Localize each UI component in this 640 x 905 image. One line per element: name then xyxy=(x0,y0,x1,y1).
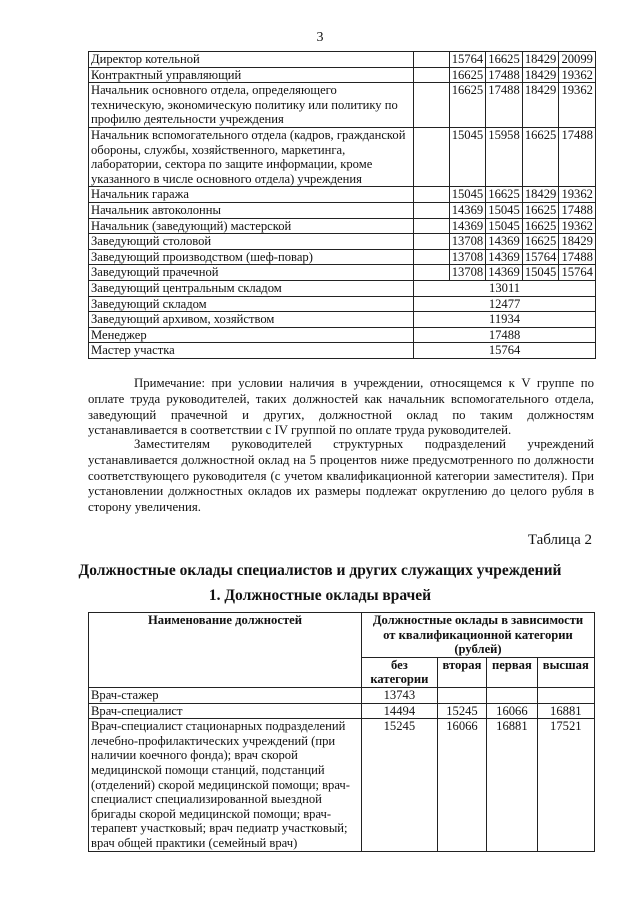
salary-value: 17488 xyxy=(559,249,596,265)
table-label: Таблица 2 xyxy=(527,532,592,548)
table-row xyxy=(89,703,595,719)
position-name: Начальник вспомогательного отдела (кадров, гражданской обороны, службы, хозяйственного, маркетинга, лаборатории, сектора по защите информации, кроме указанного в числе основного отдела) учреждения xyxy=(89,127,414,186)
salary-value: 14494 xyxy=(362,703,438,719)
table-row xyxy=(89,265,596,281)
position-name: Директор котельной xyxy=(89,52,414,68)
doctors-salary-table xyxy=(88,612,595,852)
salary-value: 18429 xyxy=(559,234,596,250)
subsection-heading: 1. Должностные оклады врачей xyxy=(208,587,432,604)
position-name: Начальник автоколонны xyxy=(89,202,414,218)
table-row xyxy=(89,687,595,703)
salary-value: 11934 xyxy=(414,312,596,328)
table-row xyxy=(89,218,596,234)
category-header: первая xyxy=(487,657,537,687)
salary-value: 16625 xyxy=(522,202,559,218)
salary-value: 17488 xyxy=(486,67,523,83)
deputy-paragraph: Заместителям руководителей структурных подразделений учреждений устанавливается должностной оклад на 5 процентов ниже предусмотренного по должности соответствующего руководителя (с учетом квалификационной категории заместителя). При установлении должностных окладов их размеры подлежат округлению до целого рубля в сторону увеличения. xyxy=(88,437,594,515)
salary-value: 19362 xyxy=(559,67,596,83)
salary-value: 16625 xyxy=(522,127,559,186)
salary-value: 13743 xyxy=(362,687,438,703)
salary-value: 15045 xyxy=(486,202,523,218)
salary-value: 15764 xyxy=(522,249,559,265)
salary-value: 15045 xyxy=(522,265,559,281)
header-salary-group: Должностные оклады в зависимости от квалификационной категории (рублей) xyxy=(362,613,595,658)
table-row xyxy=(89,312,596,328)
salary-value: 17488 xyxy=(486,83,523,128)
position-name: Заведующий производством (шеф-повар) xyxy=(89,249,414,265)
salary-value: 15764 xyxy=(449,52,486,68)
salary-value: 19362 xyxy=(559,218,596,234)
empty-cell xyxy=(414,249,450,265)
salary-value: 13708 xyxy=(449,249,486,265)
position-name: Контрактный управляющий xyxy=(89,67,414,83)
salary-value: 12477 xyxy=(414,296,596,312)
position-name: Врач-специалист стационарных подразделений лечебно-профилактических учреждений (при наличии коечного фонда); врач скорой медицинской помощи станций, подстанций (отделений) скорой медицинской помощи; врач-специалист специализированной выездной бригады скорой медицинской помощи; врач-терапевт участковый; врач педиатр участковый; врач общей практики (семейный врач) xyxy=(89,719,362,851)
salary-value: 15245 xyxy=(437,703,486,719)
salary-value: 13011 xyxy=(414,280,596,296)
position-name: Заведующий архивом, хозяйством xyxy=(89,312,414,328)
empty-cell xyxy=(414,52,450,68)
salary-value: 16625 xyxy=(522,218,559,234)
management-salary-table xyxy=(88,51,596,359)
table-row xyxy=(89,83,596,128)
category-header: высшая xyxy=(537,657,594,687)
table-row xyxy=(89,127,596,186)
position-name: Заведующий прачечной xyxy=(89,265,414,281)
salary-value: 17488 xyxy=(559,127,596,186)
salary-value: 13708 xyxy=(449,234,486,250)
salary-value: 20099 xyxy=(559,52,596,68)
salary-value: 16881 xyxy=(537,703,594,719)
empty-cell xyxy=(414,234,450,250)
salary-value: 17488 xyxy=(414,327,596,343)
salary-value xyxy=(487,687,537,703)
salary-value: 16625 xyxy=(449,83,486,128)
salary-value: 15764 xyxy=(559,265,596,281)
salary-value xyxy=(537,687,594,703)
salary-value: 15045 xyxy=(449,127,486,186)
salary-value: 14369 xyxy=(486,234,523,250)
table-row xyxy=(89,202,596,218)
salary-value: 13708 xyxy=(449,265,486,281)
category-header: вторая xyxy=(437,657,486,687)
position-name: Заведующий складом xyxy=(89,296,414,312)
table-row xyxy=(89,296,596,312)
position-name: Начальник (заведующий) мастерской xyxy=(89,218,414,234)
empty-cell xyxy=(414,127,450,186)
salary-value: 15958 xyxy=(486,127,523,186)
salary-value: 15764 xyxy=(414,343,596,359)
salary-value: 19362 xyxy=(559,187,596,203)
category-header: без категории xyxy=(362,657,438,687)
salary-value: 16881 xyxy=(487,719,537,851)
position-name: Врач-специалист xyxy=(89,703,362,719)
salary-value: 19362 xyxy=(559,83,596,128)
salary-value: 18429 xyxy=(522,52,559,68)
position-name: Начальник гаража xyxy=(89,187,414,203)
table-row xyxy=(89,327,596,343)
table-row xyxy=(89,249,596,265)
salary-value: 18429 xyxy=(522,67,559,83)
salary-value xyxy=(437,687,486,703)
salary-value: 14369 xyxy=(486,265,523,281)
table-row xyxy=(89,187,596,203)
table-row xyxy=(89,234,596,250)
salary-value: 16066 xyxy=(437,719,486,851)
position-name: Заведующий столовой xyxy=(89,234,414,250)
table-row xyxy=(89,719,595,851)
salary-value: 18429 xyxy=(522,83,559,128)
header-position-name: Наименование должностей xyxy=(89,613,362,688)
salary-value: 15045 xyxy=(486,218,523,234)
empty-cell xyxy=(414,83,450,128)
salary-value: 17521 xyxy=(537,719,594,851)
note-paragraph: Примечание: при условии наличия в учреждении, относящемся к V группе по оплате труда руководителей, таких должностей как начальник вспомогательного отдела, заведующий прачечной и других, должностной оклад по таким должностям устанавливается в соответствии с IV группой по оплате труда руководителей. xyxy=(88,376,594,438)
position-name: Врач-стажер xyxy=(89,687,362,703)
empty-cell xyxy=(414,67,450,83)
salary-value: 14369 xyxy=(449,202,486,218)
position-name: Начальник основного отдела, определяющего техническую, экономическую политику или политику по профилю деятельности учреждения xyxy=(89,83,414,128)
salary-value: 16625 xyxy=(522,234,559,250)
empty-cell xyxy=(414,187,450,203)
salary-value: 15045 xyxy=(449,187,486,203)
salary-value: 16625 xyxy=(486,187,523,203)
section-heading: Должностные оклады специалистов и других служащих учреждений xyxy=(78,562,562,579)
table-row xyxy=(89,343,596,359)
empty-cell xyxy=(414,265,450,281)
empty-cell xyxy=(414,202,450,218)
salary-value: 15245 xyxy=(362,719,438,851)
salary-value: 16066 xyxy=(487,703,537,719)
position-name: Заведующий центральным складом xyxy=(89,280,414,296)
page-number: 3 xyxy=(316,30,324,45)
position-name: Менеджер xyxy=(89,327,414,343)
table-row xyxy=(89,52,596,68)
table-row xyxy=(89,67,596,83)
table-row xyxy=(89,280,596,296)
salary-value: 16625 xyxy=(486,52,523,68)
salary-value: 14369 xyxy=(449,218,486,234)
position-name: Мастер участка xyxy=(89,343,414,359)
salary-value: 17488 xyxy=(559,202,596,218)
salary-value: 14369 xyxy=(486,249,523,265)
salary-value: 18429 xyxy=(522,187,559,203)
salary-value: 16625 xyxy=(449,67,486,83)
empty-cell xyxy=(414,218,450,234)
